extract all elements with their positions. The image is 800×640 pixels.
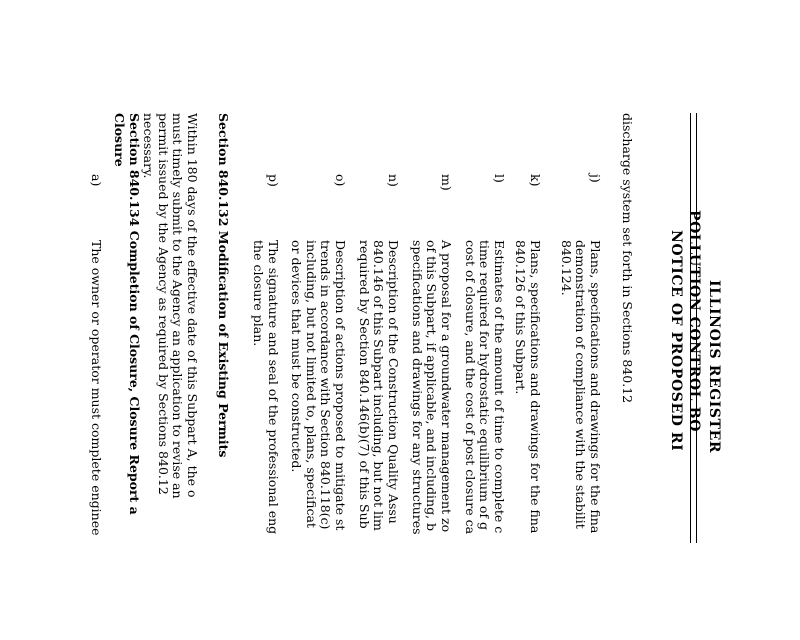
item-text-n: Description of the Construction Quality Assu 840.146 of this Subpart including, but not lim required by Section 840.146(b)(7) of this Sub: [357, 240, 401, 531]
item-text-p: The signature and seal of the professional eng the closure plan.: [251, 240, 281, 535]
section-134-item-label: a): [89, 174, 104, 187]
section-132-body: Within 180 days of the effective date of this Subpart A, the o must timely submit to the Agency an application to revise an permit issued by the Agency as required by Sections 840.12 necessary.: [141, 113, 200, 499]
item-text-l: Estimates of the amount of time to complete c time required for hydrostatic equilibrium of g cost of closure, and the cost of post closure ca: [463, 240, 507, 535]
item-text-j: Plans, specifications and drawings for the fina demonstration of compliance with the stabilit 840.124.: [559, 240, 603, 534]
item-text-o: Description of actions proposed to mitigate st trends in accordance with Section 840.118(c) including, but not limited to, plans, specificat or devices that must be constructed.: [289, 240, 348, 531]
intro-line: discharge system set forth in Sections 840.12: [620, 113, 635, 404]
section-132-heading: Section 840.132 Modification of Existing Permits: [216, 113, 231, 458]
item-label-n: n): [386, 174, 401, 187]
item-label-l: l): [492, 174, 507, 183]
item-label-k: k): [528, 174, 543, 187]
item-label-j: j): [588, 174, 603, 183]
notice-title: NOTICE OF PROPOSED RI: [668, 230, 684, 452]
section-134-heading-cont: Closure: [112, 113, 127, 167]
item-label-p: p): [266, 174, 281, 187]
item-text-k: Plans, specifications and drawings for the fina 840.126 of this Subpart.: [513, 240, 543, 534]
register-title: ILLINOIS REGISTER: [706, 280, 722, 454]
item-label-o: o): [333, 174, 348, 187]
board-title: POLLUTION CONTROL BO: [686, 210, 702, 433]
item-label-m: m): [439, 174, 454, 191]
item-text-m: A proposal for a groundwater management zo of this Subpart, if applicable, and including, b specifications and drawings for any structures: [410, 240, 454, 535]
rotated-document-page: [89, 80, 722, 640]
section-134-item-text: The owner or operator must complete enginee: [89, 240, 104, 536]
section-134-heading: Section 840.134 Completion of Closure, Closure Report a: [127, 113, 142, 515]
